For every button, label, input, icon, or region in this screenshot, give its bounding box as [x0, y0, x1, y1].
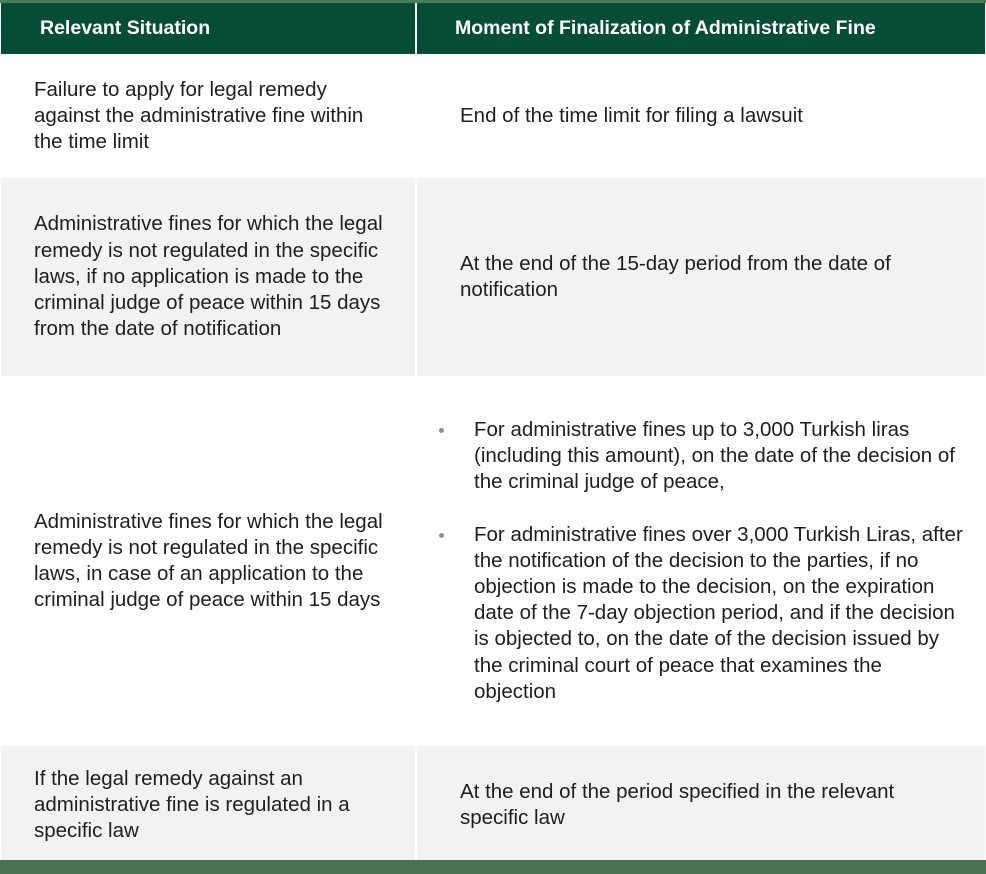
bullet-item	[460, 417, 967, 496]
bullet-text: For administrative fines over 3,000 Turkish Liras, after the notification of the decision to the parties, if no objection is made to the decision, on the expiration date of the 7-day objection period, and if the decision is objected to, on the date of the decision issued by the criminal court of peace that examines the objection	[474, 522, 963, 703]
finalization-text: At the end of the 15-day period from the date of notification	[460, 251, 891, 301]
situation-cell	[1, 378, 415, 744]
finalization-table	[1, 3, 985, 864]
table-header-row	[1, 3, 985, 54]
situation-text: Administrative fines for which the legal remedy is not regulated in the specific laws, in case of an application to the criminal judge of peace within 15 days	[34, 509, 383, 612]
bullet-item	[460, 522, 967, 705]
situation-text: If the legal remedy against an administrative fine is regulated in a specific law	[34, 766, 350, 843]
situation-text: Administrative fines for which the legal remedy is not regulated in the specific laws, if no application is made to the criminal judge of peace within 15 days from the date of notification	[34, 212, 383, 341]
finalization-text: At the end of the period specified in the relevant specific law	[460, 779, 895, 829]
bullet-dot-icon	[439, 428, 444, 433]
finalization-text: End of the time limit for filing a lawsuit	[460, 103, 803, 127]
finalization-bullet-list	[460, 417, 967, 705]
finalization-cell	[415, 56, 985, 176]
table-row	[1, 176, 985, 376]
situation-text: Failure to apply for legal remedy against the administrative fine within the time limit	[34, 77, 364, 154]
header-relevant-situation: Relevant Situation	[1, 3, 415, 54]
finalization-cell	[415, 746, 985, 864]
finalization-cell	[415, 178, 985, 376]
table-row	[1, 54, 985, 176]
situation-cell	[1, 56, 415, 176]
situation-cell	[1, 178, 415, 376]
header-moment-of-finalization: Moment of Finalization of Administrative Fine	[415, 3, 985, 54]
finalization-cell	[415, 378, 985, 744]
table-row	[1, 744, 985, 864]
bottom-bar	[0, 860, 986, 874]
situation-cell	[1, 746, 415, 864]
bullet-text: For administrative fines up to 3,000 Turkish liras (including this amount), on the date of the decision of the criminal judge of peace,	[474, 417, 955, 494]
bullet-dot-icon	[439, 533, 444, 538]
table-row	[1, 376, 985, 744]
